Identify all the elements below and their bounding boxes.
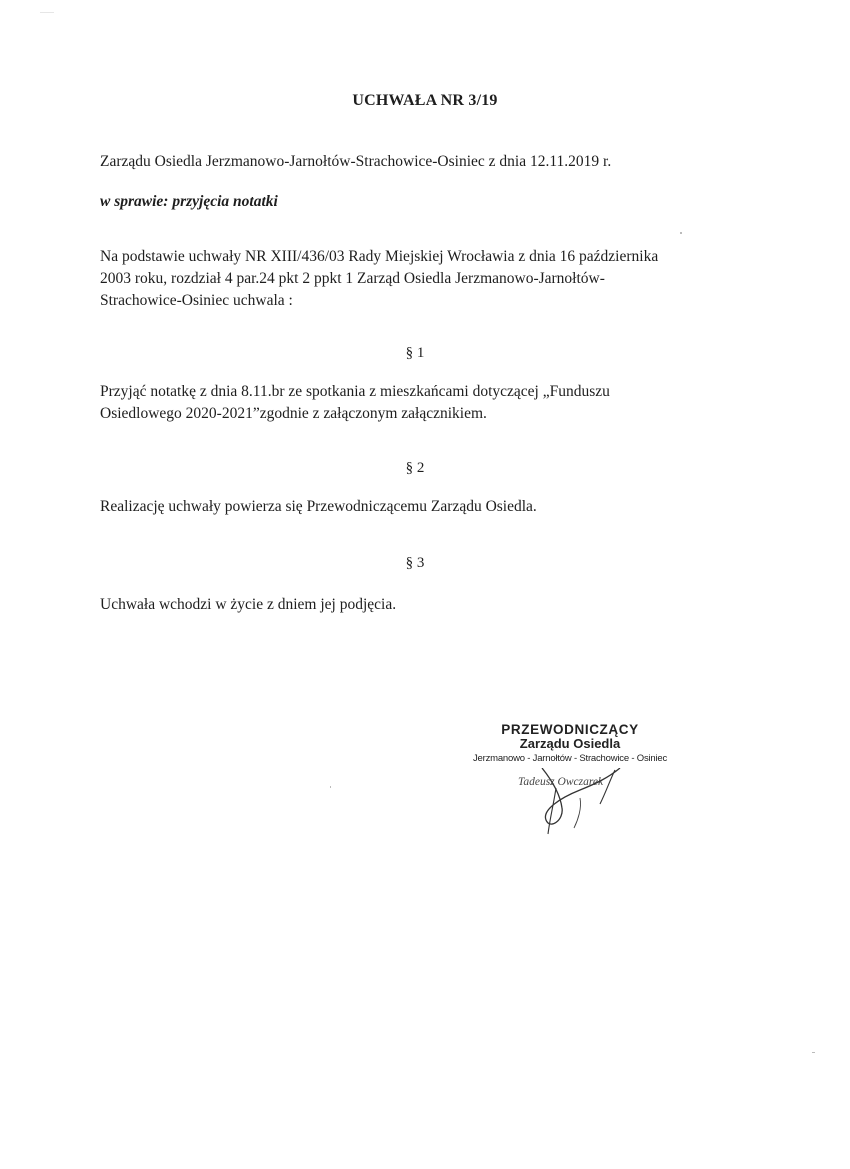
stamp-organization: Zarządu Osiedla (519, 736, 621, 751)
scan-speck (40, 12, 54, 13)
section-text: Uchwała wchodzi w życie z dniem jej podjęcia. (100, 596, 397, 613)
stamp-place: Jerzmanowo - Jarnołtów - Strachowice - Osiniec (472, 753, 668, 764)
subject-line: w sprawie: przyjęcia notatki (100, 193, 278, 210)
preamble-line: 2003 roku, rozdział 4 par.24 pkt 2 ppkt 1 Zarząd Osiedla Jerzmanowo-Jarnołtów- (100, 270, 605, 287)
scan-speck (680, 232, 682, 234)
section-text: Realizację uchwały powierza się Przewodniczącemu Zarządu Osiedla. (100, 498, 537, 515)
stamp-title: PRZEWODNICZĄCY (501, 722, 639, 737)
section-text: Osiedlowego 2020-2021”zgodnie z załączonym załącznikiem. (100, 405, 487, 422)
stamp-name: Tadeusz Owczarek (518, 776, 604, 788)
issuer-line: Zarządu Osiedla Jerzmanowo-Jarnołtów-Strachowice-Osiniec z dnia 12.11.2019 r. (100, 153, 612, 170)
section-symbol: § 2 (405, 460, 425, 476)
preamble-line: Na podstawie uchwały NR XIII/436/03 Rady Miejskiej Wrocławia z dnia 16 października (100, 248, 659, 265)
section-text: Przyjąć notatkę z dnia 8.11.br ze spotkania z mieszkańcami dotyczącej „Funduszu (100, 383, 610, 400)
preamble-line: Strachowice-Osiniec uchwala : (100, 292, 293, 309)
handwritten-signature (520, 768, 640, 838)
section-symbol: § 3 (405, 555, 425, 571)
scan-speck (330, 786, 331, 788)
scan-speck (812, 1052, 815, 1053)
section-symbol: § 1 (405, 345, 425, 361)
resolution-title: UCHWAŁA NR 3/19 (352, 92, 498, 109)
